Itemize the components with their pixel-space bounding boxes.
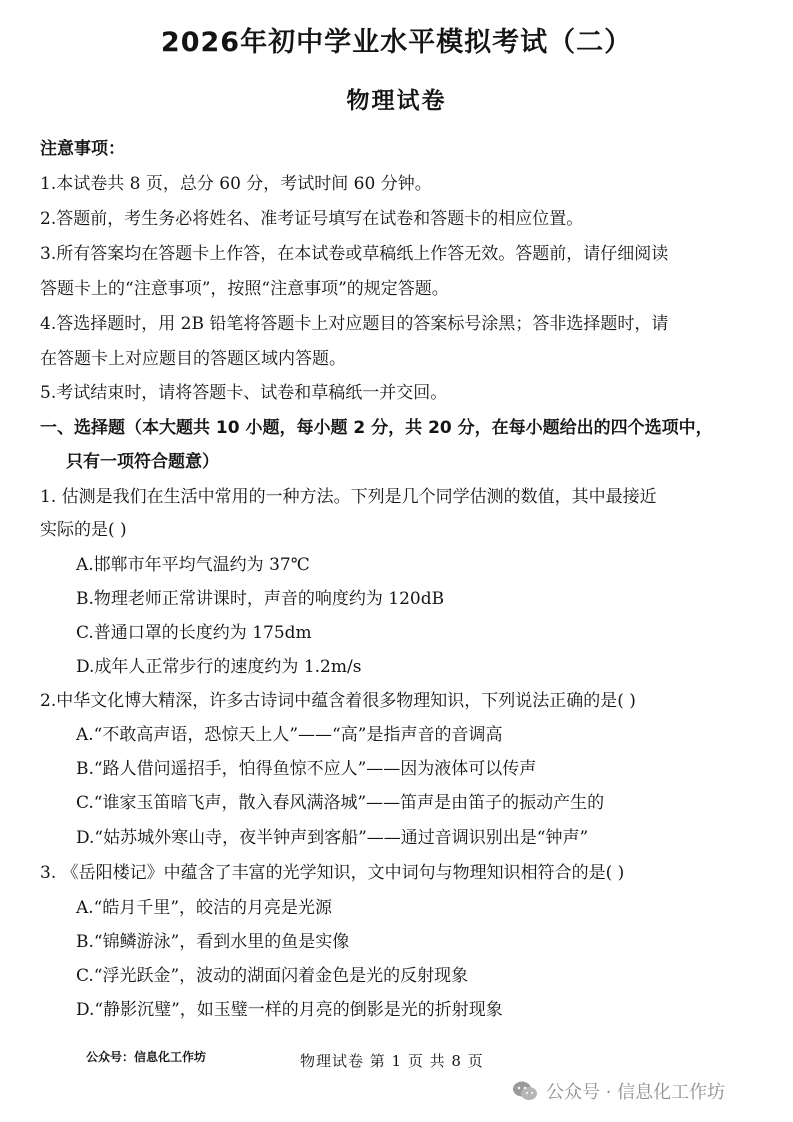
notice-line: 2.答题前，考生务必将姓名、准考证号填写在试卷和答题卡的相应位置。 [40,209,584,229]
question-option: A.邯郸市年平均气温约为 37℃ [76,555,310,575]
section-heading: 一、选择题（本大题共 10 小题，每小题 2 分，共 20 分，在每小题给出的四个选项中， [40,418,713,438]
notice-line: 1.本试卷共 8 页，总分 60 分，考试时间 60 分钟。 [40,174,432,194]
question-stem: 1. 估测是我们在生活中常用的一种方法。下列是几个同学估测的数值，其中最接近 [40,487,657,507]
question-option: B.“锦鳞游泳”，看到水里的鱼是实像 [76,932,350,952]
question-option: C.“谁家玉笛暗飞声，散入春风满洛城”——笛声是由笛子的振动产生的 [76,793,605,813]
question-stem: 2.中华文化博大精深，许多古诗词中蕴含着很多物理知识，下列说法正确的是( ) [40,691,636,711]
question-option: D.“姑苏城外寒山寺，夜半钟声到客船”——通过音调识别出是“钟声” [76,828,589,848]
notice-line: 在答题卡上对应题目的答题区域内答题。 [40,349,346,369]
notice-heading: 注意事项： [40,139,125,159]
watermark-text: 公众号 · 信息化工作坊 [546,1082,726,1103]
question-stem: 实际的是( ) [40,520,127,540]
page-number: 物理试卷 第 1 页 共 8 页 [300,1052,484,1070]
question-option: D.“静影沉璧”，如玉璧一样的月亮的倒影是光的折射现象 [76,1000,503,1020]
section-heading-cont: 只有一项符合题意） [66,452,219,472]
notice-line: 4.答选择题时，用 2B 铅笔将答题卡上对应题目的答案标号涂黑；答非选择题时，请 [40,314,669,334]
question-option: C.普通口罩的长度约为 175dm [76,623,312,643]
page-title: 2026年初中学业水平模拟考试（二） [160,27,633,58]
question-option: B.物理老师正常讲课时，声音的响度约为 120dB [76,589,445,609]
footer-account: 公众号：信息化工作坊 [86,1050,207,1064]
question-option: D.成年人正常步行的速度约为 1.2m/s [76,657,362,677]
question-option: A.“皓月千里”，皎洁的月亮是光源 [76,898,333,918]
notice-line: 3.所有答案均在答题卡上作答，在本试卷或草稿纸上作答无效。答题前，请仔细阅读 [40,244,669,264]
notice-line: 答题卡上的“注意事项”，按照“注意事项”的规定答题。 [40,279,449,299]
wechat-icon [512,1080,538,1102]
notice-line: 5.考试结束时，请将答题卡、试卷和草稿纸一并交回。 [40,383,448,403]
page-subtitle: 物理试卷 [346,88,447,114]
question-option: C.“浮光跃金”，波动的湖面闪着金色是光的反射现象 [76,966,469,986]
watermark [512,1078,725,1104]
question-stem: 3. 《岳阳楼记》中蕴含了丰富的光学知识，文中词句与物理知识相符合的是( ) [40,863,625,883]
question-option: A.“不敢高声语，恐惊天上人”——“高”是指声音的音调高 [76,725,503,745]
question-option: B.“路人借问遥招手，怕得鱼惊不应人”——因为液体可以传声 [76,759,537,779]
